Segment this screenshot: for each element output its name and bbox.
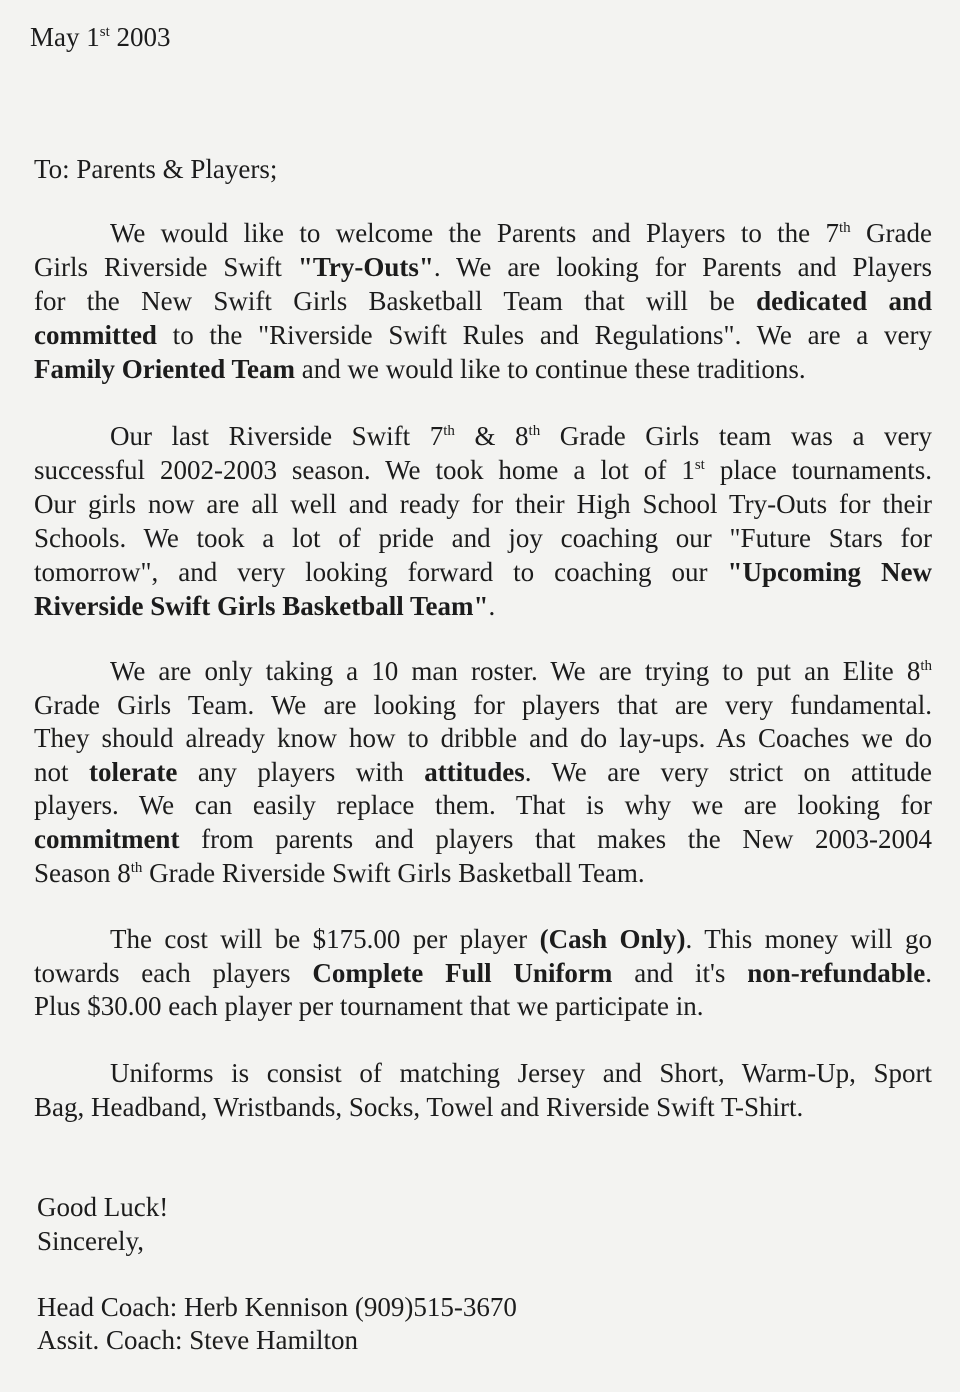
p2-l1-text-b: & 8 xyxy=(454,421,529,451)
p2-l2-text: successful 2002-2003 season. We took home a lot of 1 xyxy=(34,455,695,485)
p3-l6-text: from parents and players that makes the New 2003-2004 xyxy=(179,824,932,854)
p1-l2-text: Girls Riverside Swift xyxy=(34,252,298,282)
p4-l2-bold-1: Complete Full Uniform xyxy=(312,958,613,988)
p3-line-1 xyxy=(110,654,932,688)
p5-line-2: Bag, Headband, Wristbands, Socks, Towel and Riverside Swift T-Shirt. xyxy=(34,1092,804,1122)
p3-l6-bold: commitment xyxy=(34,824,180,854)
p1-l2-text-b: . We are looking for Parents and Players xyxy=(433,252,932,282)
p3-line-2: Grade Girls Team. We are looking for players that are very fundamental. xyxy=(34,690,932,720)
salutation: To: Parents & Players; xyxy=(34,154,278,184)
p3-line-7 xyxy=(34,856,932,890)
p1-line-4 xyxy=(34,318,932,352)
assistant-coach-signature: Assit. Coach: Steve Hamilton xyxy=(37,1325,358,1355)
p3-line-5: players. We can easily replace them. That is why we are looking for xyxy=(34,790,932,820)
closing-good-luck: Good Luck! xyxy=(37,1192,169,1222)
p1-l4-text: to the "Riverside Swift Rules and Regulations". We are a very xyxy=(156,320,932,350)
p1-line-2 xyxy=(34,250,932,284)
p1-line-3 xyxy=(34,284,932,318)
p3-line-3: They should already know how to dribble and do lay-ups. As Coaches we do xyxy=(34,723,932,753)
p3-l7-text-b: Grade Riverside Swift Girls Basketball Team. xyxy=(142,858,645,888)
p1-l2-bold: "Try-Outs" xyxy=(297,252,434,282)
p2-l1-text-c: Grade Girls team was a very xyxy=(540,421,932,451)
p3-l4-text-c: . We are very strict on attitude xyxy=(524,757,932,787)
p2-line-6 xyxy=(34,589,932,623)
p3-l1-text: We are only taking a 10 man roster. We are trying to put an Elite 8 xyxy=(110,656,921,686)
p1-l1-text-b: Grade xyxy=(850,218,932,248)
p2-line-2 xyxy=(34,453,932,487)
p1-l1-sup: th xyxy=(839,220,851,236)
p3-l4-text-b: any players with xyxy=(177,757,425,787)
p2-l6-bold: Riverside Swift Girls Basketball Team" xyxy=(34,591,489,621)
p3-l4-text: not xyxy=(34,757,89,787)
p4-l1-text-b: . This money will go xyxy=(685,924,932,954)
closing-sincerely: Sincerely, xyxy=(37,1226,144,1256)
p2-l5-text: tomorrow", and very looking forward to coaching our xyxy=(34,557,728,587)
p4-l2-text: towards each players xyxy=(34,958,313,988)
p3-l1-sup: th xyxy=(920,658,932,674)
p1-l3-text: for the New Swift Girls Basketball Team that will be xyxy=(34,286,757,316)
p3-l7-text: Season 8 xyxy=(34,858,131,888)
p4-l1-bold: (Cash Only) xyxy=(539,924,686,954)
p2-l1-text: Our last Riverside Swift 7 xyxy=(110,421,444,451)
p2-line-3: Our girls now are all well and ready for their High School Try-Outs for their xyxy=(34,489,932,519)
p2-l2-sup: st xyxy=(694,457,705,473)
p2-line-4: Schools. We took a lot of pride and joy coaching our "Future Stars for xyxy=(34,523,932,553)
p2-l1-sup-2: th xyxy=(528,423,541,439)
p5-line-1: Uniforms is consist of matching Jersey and Short, Warm-Up, Sport xyxy=(110,1058,932,1088)
p4-line-2 xyxy=(34,956,932,990)
p4-l2-text-b: and it's xyxy=(612,958,748,988)
p4-l2-text-c: . xyxy=(925,958,932,988)
letter-date xyxy=(30,20,928,54)
p3-l7-sup: th xyxy=(130,860,143,876)
head-coach-signature: Head Coach: Herb Kennison (909)515-3670 xyxy=(37,1292,517,1322)
p3-l4-bold-1: tolerate xyxy=(88,757,178,787)
p2-l1-sup-1: th xyxy=(443,423,455,439)
p4-l1-text: The cost will be $175.00 per player xyxy=(110,924,540,954)
p4-line-3: Plus $30.00 each player per tournament that we participate in. xyxy=(34,991,704,1021)
p3-line-6 xyxy=(34,822,932,856)
p1-l3-bold: dedicated and xyxy=(756,286,932,316)
p3-l4-bold-2: attitudes xyxy=(424,757,525,787)
p1-l5-bold: Family Oriented Team xyxy=(34,354,295,384)
p2-l5-bold: "Upcoming New xyxy=(727,557,932,587)
p1-l5-text: and we would like to continue these traditions. xyxy=(294,354,806,384)
date-year: 2003 xyxy=(109,22,171,52)
p2-line-1 xyxy=(110,419,932,453)
p1-l1-text: We would like to welcome the Parents and Players to the 7 xyxy=(110,218,840,248)
p2-l2-text-b: place tournaments. xyxy=(704,455,932,485)
p2-l6-text: . xyxy=(488,591,496,621)
p4-l2-bold-2: non-refundable xyxy=(747,958,926,988)
p1-l4-bold: committed xyxy=(34,320,157,350)
p1-line-5 xyxy=(34,352,932,386)
date-sup: st xyxy=(99,24,110,40)
p4-line-1 xyxy=(110,922,932,956)
p1-line-1 xyxy=(110,216,932,250)
p3-line-4 xyxy=(34,755,932,789)
date-text: May 1 xyxy=(30,22,100,52)
p2-line-5 xyxy=(34,555,932,589)
